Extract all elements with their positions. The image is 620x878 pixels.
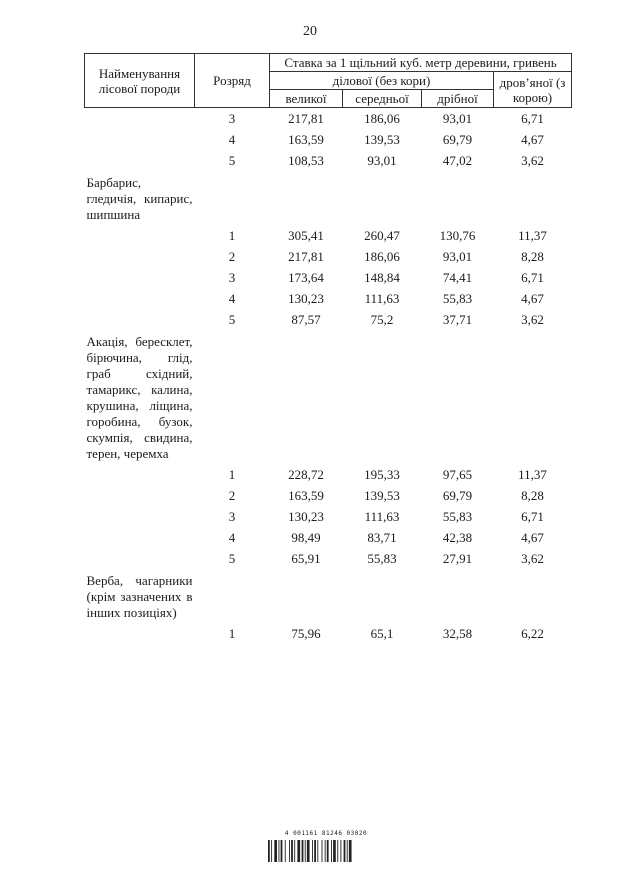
table-row [85,485,572,506]
barcode-bar [327,840,329,862]
firewood-cell: 6,71 [521,111,544,126]
firewood-cell: 6,71 [521,509,544,524]
species-cell-empty [85,108,195,130]
medium-cell: 139,53 [364,132,400,147]
firewood-cell: 4,67 [521,291,544,306]
large-header: великої [270,90,343,108]
firewood-header: дров’яної (з корою) [494,72,572,108]
large-cell: 130,23 [288,509,324,524]
large-cell: 87,57 [291,312,321,327]
species-cell-empty [85,288,195,309]
species-cell-empty [85,150,195,171]
grade-cell: 2 [228,488,236,503]
species-cell-empty [85,309,195,330]
species-cell-empty [85,527,195,548]
firewood-cell: 4,67 [521,530,544,545]
small-cell: 32,58 [442,626,473,641]
medium-cell: 111,63 [364,509,400,524]
large-cell: 75,96 [291,626,321,641]
barcode-bar [337,840,338,862]
rate-header: Ставка за 1 щільний куб. метр деревини, гривень [270,54,572,72]
firewood-cell: 8,28 [521,488,544,503]
small-cell: 74,41 [442,270,473,285]
firewood-cell: 6,22 [521,626,544,641]
large-cell: 217,81 [288,111,324,126]
species-name: Барбарис, гледичія, кипарис, шипшина [86,175,193,222]
large-cell: 108,53 [288,153,324,168]
medium-cell: 186,06 [364,249,400,264]
small-cell: 55,83 [442,291,473,306]
barcode-bar [312,840,313,862]
large-cell: 305,41 [288,228,324,243]
small-cell: 37,71 [442,312,473,327]
table-row [85,225,572,246]
firewood-cell: 4,67 [521,132,544,147]
firewood-cell: 8,28 [521,249,544,264]
barcode-bar [307,840,310,862]
grade-cell: 5 [228,312,236,327]
medium-cell: 195,33 [364,467,400,482]
grade-cell: 4 [228,132,236,147]
small-cell: 130,76 [439,228,476,243]
barcode-bar [325,840,326,862]
barcode-bar [305,840,306,862]
small-cell: 69,79 [442,488,473,503]
large-cell: 228,72 [288,467,324,482]
species-cell-empty [85,485,195,506]
barcode-bar [274,840,277,862]
barcode-bar [285,840,286,862]
medium-cell: 93,01 [367,153,397,168]
species-cell-empty [85,548,195,569]
small-cell: 27,91 [442,551,473,566]
rates-body [85,108,572,645]
medium-cell: 83,71 [367,530,397,545]
species-row [85,569,572,623]
grade-cell: 5 [228,551,236,566]
small-cell: 97,65 [442,467,473,482]
barcode-bar [347,840,348,862]
table-row [85,527,572,548]
medium-cell: 148,84 [364,270,400,285]
barcode-bar [268,840,270,862]
barcode-bar [294,840,295,862]
table-row [85,246,572,267]
small-cell: 93,01 [442,249,473,264]
grade-cell: 3 [228,270,236,285]
grade-cell: 2 [228,249,236,264]
species-cell-empty [85,246,195,267]
barcode-bar [289,840,290,862]
barcode-image [268,840,382,862]
barcode-bar [297,840,300,862]
species-cell-empty [85,225,195,246]
small-cell: 93,01 [442,111,473,126]
barcode-bar [291,840,293,862]
small-cell: 69,79 [442,132,473,147]
large-cell: 217,81 [288,249,324,264]
barcode-bar [322,840,323,862]
firewood-cell: 11,37 [518,467,547,482]
barcode-number: 4 001161 81246 03020 [284,830,368,837]
barcode-bar [340,840,341,862]
table-row [85,267,572,288]
table-row [85,129,572,150]
firewood-cell: 6,71 [521,270,544,285]
species-name: Верба, чагарники (крім зазначених в інших позиціях) [86,573,193,620]
grade-cell: 1 [228,626,236,641]
large-cell: 163,59 [288,132,324,147]
barcode-bar [317,840,318,862]
large-cell: 173,64 [288,270,324,285]
table-row [85,464,572,485]
grade-header: Розряд [195,54,270,108]
species-cell-empty [85,506,195,527]
table-row [85,108,572,130]
table-row [85,506,572,527]
species-header: Найменування лісової породи [85,54,195,108]
barcode-bar [331,840,332,862]
species-row [85,171,572,225]
large-cell: 98,49 [291,530,321,545]
small-cell: 42,38 [442,530,473,545]
table-row [85,309,572,330]
species-cell-empty [85,464,195,485]
barcode-bar [281,840,283,862]
rates-table [84,53,572,644]
small-cell: 47,02 [442,153,473,168]
medium-cell: 55,83 [367,551,397,566]
grade-cell: 1 [228,228,236,243]
large-cell: 65,91 [291,551,321,566]
firewood-cell: 3,62 [521,153,544,168]
barcode-bar [344,840,346,862]
business-wood-header: ділової (без кори) [270,72,494,90]
table-row [85,150,572,171]
table-row [85,288,572,309]
medium-cell: 186,06 [364,111,400,126]
small-header: дрібної [422,90,494,108]
barcode-bar [333,840,336,862]
page-number: 20 [303,24,317,39]
grade-cell: 3 [228,509,236,524]
medium-cell: 75,2 [370,312,394,327]
species-cell-empty [85,623,195,644]
species-row [85,330,572,464]
table-row [85,548,572,569]
species-cell-empty [85,267,195,288]
medium-cell: 139,53 [364,488,400,503]
large-cell: 130,23 [288,291,324,306]
large-cell: 163,59 [288,488,324,503]
medium-cell: 65,1 [370,626,394,641]
barcode-bar [314,840,316,862]
firewood-cell: 11,37 [518,228,547,243]
barcode-bar [302,840,304,862]
grade-cell: 4 [228,291,236,306]
medium-header: середньої [343,90,422,108]
table-row [85,623,572,644]
species-cell-empty [85,129,195,150]
medium-cell: 260,47 [364,228,400,243]
barcode-bar [349,840,352,862]
grade-cell: 3 [228,111,236,126]
firewood-cell: 3,62 [521,312,544,327]
small-cell: 55,83 [442,509,473,524]
medium-cell: 111,63 [364,291,400,306]
grade-cell: 4 [228,530,236,545]
barcode-bar [271,840,272,862]
grade-cell: 5 [228,153,236,168]
firewood-cell: 3,62 [521,551,544,566]
barcode-bar [279,840,280,862]
species-name: Акація, бересклет, бірючина, глід, граб східний, тамарикс, калина, крушина, ліщина, горобина, бузок, скумпія, свидина, терен, черемха [86,334,193,461]
grade-cell: 1 [228,467,236,482]
